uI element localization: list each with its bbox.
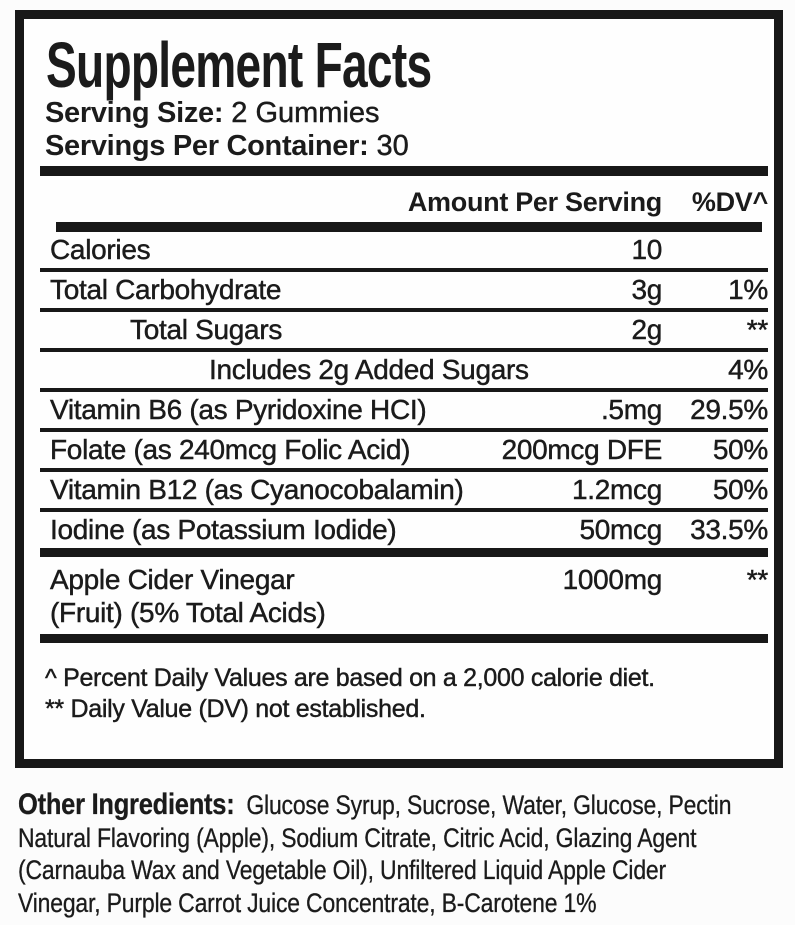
nutrient-dv: 1% xyxy=(728,274,768,305)
other-ingredients-label: Other Ingredients: xyxy=(18,788,235,821)
amount-per-serving-header: Amount Per Serving xyxy=(407,187,662,217)
nutrient-amount: .5mg xyxy=(600,394,662,425)
nutrient-dv: 33.5% xyxy=(690,514,768,545)
nutrient-amount: 200mcg DFE xyxy=(501,434,662,465)
serving-size-value: 2 Gummies xyxy=(231,97,380,129)
nutrient-name: Vitamin B12 (as Cyanocobalamin) xyxy=(50,474,464,505)
footnote-dv-not-established: ** Daily Value (DV) not established. xyxy=(45,695,426,723)
nutrient-row-vitamin-b6 xyxy=(40,392,768,432)
servings-per-container-value: 30 xyxy=(376,130,409,162)
nutrient-row-apple-cider-vinegar xyxy=(40,557,768,643)
nutrient-row-total-sugars xyxy=(40,312,768,352)
nutrient-dv: 50% xyxy=(712,434,768,465)
supplement-facts-panel xyxy=(15,10,783,768)
footnotes xyxy=(45,663,774,725)
nutrient-dv: 4% xyxy=(728,354,768,385)
facts-title: Supplement Facts xyxy=(46,29,432,101)
nutrient-name: Calories xyxy=(50,234,151,265)
nutrient-row-vitamin-b12 xyxy=(40,472,768,512)
other-ingredients-line-4: Vinegar, Purple Carrot Juice Concentrate, B-Carotene 1% xyxy=(18,887,597,918)
nutrient-row-iodine xyxy=(40,512,768,557)
nutrient-row-total-carbohydrate xyxy=(40,272,768,312)
nutrient-amount: 1000mg xyxy=(562,564,662,595)
other-ingredients-line-2: Natural Flavoring (Apple), Sodium Citrate, Citric Acid, Glazing Agent xyxy=(18,822,697,853)
nutrient-row-added-sugars xyxy=(40,352,768,392)
nutrition-table xyxy=(40,176,768,643)
nutrient-dv: ** xyxy=(746,564,768,595)
thick-divider-top xyxy=(40,166,768,176)
percent-dv-header: %DV^ xyxy=(691,187,768,217)
nutrient-amount: 3g xyxy=(631,274,662,305)
nutrient-dv: ** xyxy=(746,314,768,345)
serving-size-line xyxy=(45,97,774,130)
nutrient-dv: 50% xyxy=(712,474,768,505)
nutrient-name: Total Carbohydrate xyxy=(50,274,282,305)
other-ingredients-line-3: (Carnauba Wax and Vegetable Oil), Unfiltered Liquid Apple Cider xyxy=(18,855,667,885)
other-ingredients-line-1 xyxy=(18,789,792,822)
footnote-percent-dv: ^ Percent Daily Values are based on a 2,000 calorie diet. xyxy=(45,664,655,692)
nutrient-amount: 50mcg xyxy=(579,514,662,545)
nutrient-name: Folate (as 240mcg Folic Acid) xyxy=(50,434,411,465)
other-ingredients-text-1: Glucose Syrup, Sucrose, Water, Glucose, Pectin xyxy=(246,790,732,820)
nutrient-name: Total Sugars xyxy=(130,314,283,345)
nutrient-row-calories xyxy=(40,232,768,272)
nutrient-name-line2: (Fruit) (5% Total Acids) xyxy=(50,597,326,628)
nutrient-amount: 1.2mcg xyxy=(571,474,662,505)
serving-size-label: Serving Size: xyxy=(45,97,224,129)
other-ingredients-paragraph xyxy=(18,783,792,919)
nutrient-row-folate xyxy=(40,432,768,472)
servings-per-container-label: Servings Per Container: xyxy=(45,130,369,162)
nutrient-amount: 2g xyxy=(631,314,662,345)
nutrient-name-line1: Apple Cider Vinegar xyxy=(50,564,295,595)
servings-per-container-line xyxy=(45,130,774,163)
nutrient-name xyxy=(40,563,563,629)
nutrient-name: Vitamin B6 (as Pyridoxine HCI) xyxy=(50,394,427,425)
thick-divider-header xyxy=(56,222,762,232)
nutrient-name: Includes 2g Added Sugars xyxy=(209,354,529,385)
nutrient-dv: 29.5% xyxy=(690,394,768,425)
nutrient-name: Iodine (as Potassium Iodide) xyxy=(50,514,397,545)
nutrient-amount: 10 xyxy=(631,234,662,265)
table-header-row xyxy=(40,176,768,222)
header-spacer xyxy=(40,189,408,216)
